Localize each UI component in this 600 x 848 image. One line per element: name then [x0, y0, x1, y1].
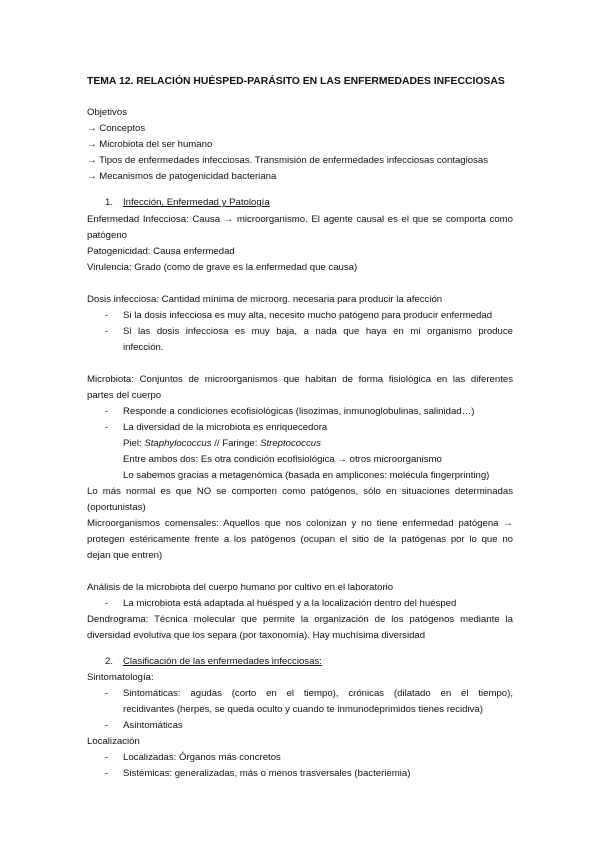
bullet-dash: - [105, 598, 109, 609]
objective-item: → Conceptos [87, 123, 146, 134]
paragraph-line: Análisis de la microbiota del cuerpo humano por cultivo en el laboratorio [87, 582, 394, 593]
paragraph-line: Microorganismos comensales: Aquellos que nos colonizan y no tiene enfermedad patógena → [87, 518, 513, 529]
bullet-text: Sistémicas: generalizadas, más o menos trasversales (bacteriemia) [123, 768, 411, 779]
example-line [123, 438, 321, 450]
bullet-dash: - [105, 768, 109, 779]
bullet-dash: - [105, 406, 109, 417]
paragraph-line: Enfermedad Infecciosa: Causa → microorganismo. El agente causal es el que se comporta como [87, 214, 513, 225]
bullet-dash: - [105, 720, 109, 731]
paragraph-line: patógeno [87, 230, 128, 241]
bullet-text: La diversidad de la microbiota es enriquecedora [123, 422, 328, 433]
bullet-text: Responde a condiciones ecofisiológicas (lisozimas, inmunoglobulinas, salinidad…) [123, 406, 475, 417]
skin-label: Piel: [123, 438, 145, 449]
paragraph-line: (oportunistas) [87, 502, 146, 513]
bullet-text: Si la dosis infecciosa es muy alta, necesito mucho patógeno para producir enfermedad [123, 310, 493, 321]
section2-heading: Clasificación de las enfermedades infecciosas: [123, 656, 322, 667]
section1-number: 1. [105, 197, 114, 208]
paragraph-line: Patogenicidad: Causa enfermedad [87, 246, 235, 257]
bullet-dash: - [105, 310, 109, 321]
bullet-dash: - [105, 752, 109, 763]
paragraph-line: Localización [87, 736, 140, 747]
bullet-dash: - [105, 422, 109, 433]
objective-item: → Tipos de enfermedades infecciosas. Transmisión de enfermedades infecciosas contagiosas [87, 155, 489, 166]
bullet-text: La microbiota está adaptada al huésped y a la localización dentro del huésped [123, 598, 457, 609]
section2-number: 2. [105, 656, 114, 667]
paragraph-line: Dendrograma: Técnica molecular que permite la organización de los patógenos mediante la [87, 614, 513, 625]
paragraph-line: diversidad evolutiva que los separa (por taxonomía). Hay muchísima diversidad [87, 630, 426, 641]
bullet-text: Sintomáticas: agudas (corto en el tiempo), crónicas (dilatado en el tiempo), [123, 688, 513, 699]
paragraph-line: Microbiota: Conjuntos de microorganismos que habitan de forma fisiológica en las diferentes [87, 374, 513, 385]
paragraph-line: protegen estéricamente frente a los patógenos (ocupan el sitio de la patógenas por lo que no [87, 534, 513, 545]
paragraph-line: Lo más normal es que NO se comporten como patógenos, sólo en situaciones determinadas [87, 486, 513, 497]
separator: // Faringe: [211, 438, 261, 449]
paragraph-line: Sintomatología: [87, 672, 154, 683]
skin-genus: Staphylococcus [144, 438, 212, 449]
bullet-text: infección. [123, 342, 164, 353]
bullet-text: Localizadas: Órganos más concretos [123, 752, 281, 763]
paragraph-line: dejan que entren) [87, 550, 163, 561]
bullet-text: Asintomáticas [123, 720, 183, 731]
objective-item: → Mecanismos de patogenicidad bacteriana [87, 171, 277, 182]
paragraph-line: partes del cuerpo [87, 390, 162, 401]
pharynx-genus: Streptococcus [260, 438, 321, 449]
bullet-text: Si las dosis infecciosa es muy baja, a nada que haya en mi organismo produce [123, 326, 513, 337]
objective-item: → Microbiota del ser humano [87, 139, 213, 150]
paragraph-line: Dosis infecciosa: Cantidad mínima de microorg. necesaria para producir la afección [87, 294, 443, 305]
document-title: TEMA 12. RELACIÓN HUÉSPED-PARÁSITO EN LAS ENFERMEDADES INFECCIOSAS [87, 76, 505, 87]
section1-heading: Infección, Enfermedad y Patología [123, 197, 270, 208]
bullet-dash: - [105, 326, 109, 337]
objectives-heading: Objetivos [87, 107, 127, 118]
bullet-text: recidivantes (herpes, se queda oculto y cuando te inmunodeprimidos tienes recidiva) [123, 704, 483, 715]
indented-line: Entre ambos dos: Es otra condición ecofisiológica → otros microorganismo [123, 454, 442, 465]
bullet-dash: - [105, 688, 109, 699]
indented-line: Lo sabemos gracias a metagenómica (basada en amplicones: molécula fingerprinting) [123, 470, 490, 481]
paragraph-line: Virulencia: Grado (como de grave es la enfermedad que causa) [87, 262, 358, 273]
